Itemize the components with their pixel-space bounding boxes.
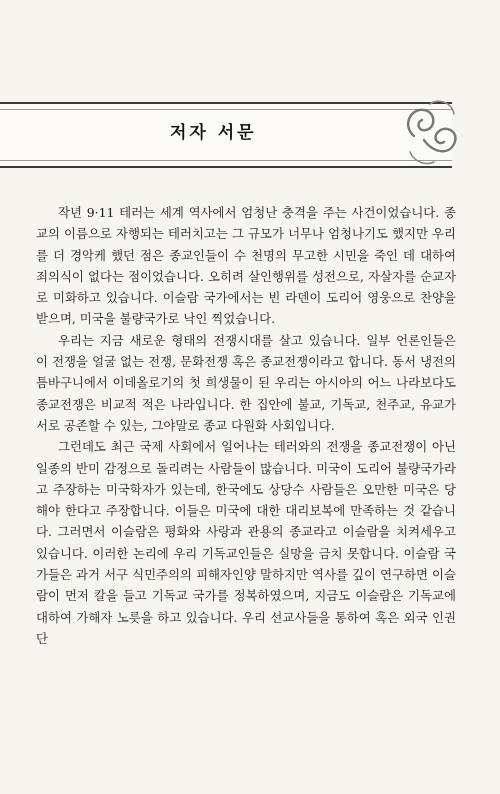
preface-body xyxy=(36,202,456,649)
swirl-ornament-icon xyxy=(400,96,464,170)
paragraph-3: 그런데도 최근 국제 사회에서 일어나는 테러와의 전쟁을 종교전쟁이 아닌 일종의 반미 감정으로 돌리려는 사람들이 많습니다. 미국이 도리어 불량국가라고 주장하는 미국학자가 있는데, 한국에도 상당수 사람들은 오만한 미국은 당해야 한다고 주장합니다. 이들은 미국에 대한 대리보복에 만족하는 것 같습니다. 그러면서 이슬람은 평화와 사랑과 관용의 종교라고 이슬람을 치켜세우고 있습니다. 이러한 논리에 우리 기독교인들은 실망을 금치 못합니다. 이슬람 국가들은 과거 서구 식민주의의 피해자인양 말하지만 역사를 깊이 연구하면 이슬람이 먼저 칼을 들고 기독교 국가를 정복하였으며, 지금도 이슬람은 기독교에 대하여 가해자 노릇을 하고 있습니다. 우리 선교사들을 통하여 혹은 외국 인권단 xyxy=(36,439,456,646)
page-title: 저자 서문 xyxy=(170,123,257,143)
paragraph-2: 우리는 지금 새로운 형태의 전쟁시대를 살고 있습니다. 일부 언론인들은 이 전쟁을 얼굴 없는 전쟁, 문화전쟁 혹은 종교전쟁이라고 합니다. 동서 냉전의 틈바구니에서 이데올로기의 첫 희생물이 된 우리는 아시아의 어느 나라보다도 종교전쟁은 비교적 적은 나라입니다. 한 집안에 불교, 기독교, 천주교, 유교가 서로 공존할 수 있는, 그야말로 종교 다원화 사회입니다. xyxy=(36,332,456,433)
paragraph-1: 작년 9·11 테러는 세계 역사에서 엄청난 충격을 주는 사건이었습니다. 종교의 이름으로 자행되는 테러치고는 그 규모가 너무나 엄청나기도 했지만 우리를 더 경악케 했던 점은 종교인들이 수 천명의 무고한 시민을 죽인 데 대하여 죄의식이 없다는 점이었습니다. 오히려 살인행위를 성전으로, 자살자를 순교자로 미화하고 있습니다. 이슬람 국가에서는 빈 라덴이 도리어 영웅으로 찬양을 받으며, 미국을 불량국가로 낙인 찍었습니다. xyxy=(36,205,456,327)
